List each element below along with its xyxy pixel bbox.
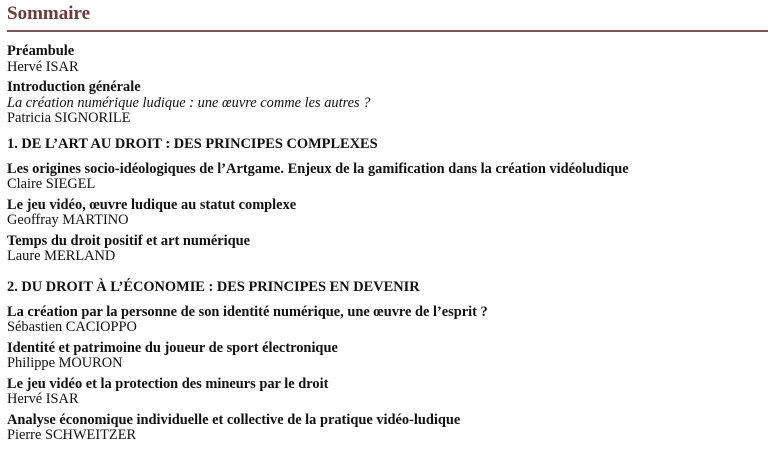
- entry-title[interactable]: Les origines socio-idéologiques de l’Artgame. Enjeux de la gamification dans la création vidéoludique: [7, 160, 629, 177]
- entry-author: Claire SIEGEL: [7, 176, 96, 192]
- page-title: Sommaire: [7, 3, 91, 24]
- entry-title[interactable]: Introduction générale: [7, 79, 141, 95]
- toc-entry[interactable]: [7, 234, 762, 265]
- entry-title[interactable]: Temps du droit positif et art numérique: [7, 232, 251, 249]
- entry-author: Hervé ISAR: [7, 391, 79, 407]
- toc-entry[interactable]: [7, 305, 762, 336]
- entry-title[interactable]: La création par la personne de son identité numérique, une œuvre de l’esprit ?: [7, 303, 488, 320]
- entry-title[interactable]: Analyse économique individuelle et collective de la pratique vidéo-ludique: [7, 411, 461, 428]
- entry-title[interactable]: Identité et patrimoine du joueur de sport électronique: [7, 339, 338, 356]
- entry-author: Hervé ISAR: [7, 58, 79, 75]
- toc-entry[interactable]: [7, 341, 762, 372]
- title-divider: [7, 30, 768, 32]
- entry-title[interactable]: Le jeu vidéo, œuvre ludique au statut complexe: [7, 196, 297, 213]
- toc-entry[interactable]: [7, 198, 762, 229]
- entry-author: Pierre SCHWEITZER: [7, 427, 137, 443]
- toc-entry-introduction[interactable]: [7, 80, 762, 127]
- toc-entry-preamble[interactable]: [7, 44, 762, 75]
- entry-title[interactable]: Le jeu vidéo et la protection des mineurs par le droit: [7, 375, 329, 392]
- toc-entry[interactable]: [7, 413, 762, 444]
- toc-entry[interactable]: [7, 162, 762, 193]
- section-heading-1: 1. DE L’ART AU DROIT : DES PRINCIPES COMPLEXES: [7, 135, 378, 152]
- entry-author: Philippe MOURON: [7, 355, 123, 371]
- contents-list: [7, 44, 762, 449]
- entry-title[interactable]: Préambule: [7, 43, 75, 59]
- entry-subtitle: La création numérique ludique : une œuvre comme les autres ?: [7, 94, 371, 111]
- toc-entry[interactable]: [7, 377, 762, 408]
- section-heading-2: 2. DU DROIT À L’ÉCONOMIE : DES PRINCIPES EN DEVENIR: [7, 278, 420, 295]
- entry-author: Patricia SIGNORILE: [7, 110, 131, 126]
- entry-author: Geoffray MARTINO: [7, 212, 129, 228]
- entry-author: Laure MERLAND: [7, 248, 116, 264]
- entry-author: Sébastien CACIOPPO: [7, 319, 137, 335]
